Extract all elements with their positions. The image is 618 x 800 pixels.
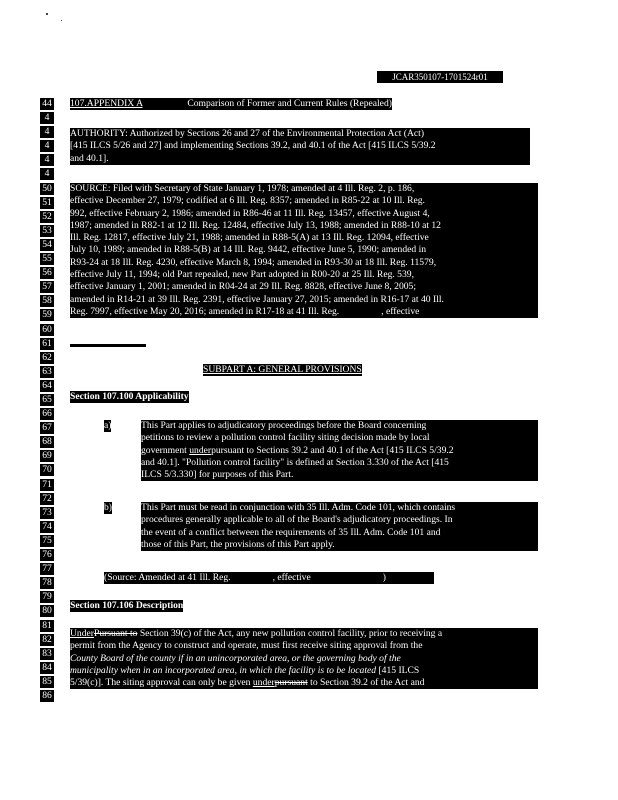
document-code: JCAR350107-1701524r01: [377, 71, 503, 83]
line-number: 78: [40, 577, 54, 589]
source-line: amended in R14-21 at 39 Ill. Reg. 2391, effective January 27, 2015; amended in R16-17 at 40 Ill.: [70, 293, 444, 305]
line-number: 57: [40, 281, 54, 293]
source-line: 1987; amended in R82-1 at 12 Ill. Reg. 12484, effective July 13, 1988; amended in R88-10 at 12: [70, 219, 441, 231]
section-106-heading: Section 107.106 Description: [70, 600, 184, 611]
line-number: 73: [40, 507, 54, 519]
line-number: 75: [40, 535, 54, 547]
source-line: effective January 1, 2001; amended in R04-24 at 29 Ill. Reg. 8828, effective June 8, 2005;: [70, 281, 416, 293]
line-number: 83: [40, 648, 54, 660]
line-number: 53: [40, 225, 54, 237]
line-number: 54: [40, 239, 54, 251]
line-number: 82: [40, 634, 54, 646]
source-line: SOURCE: Filed with Secretary of State January 1, 1978; amended at 4 Ill. Reg. 2, p. 186,: [70, 183, 415, 194]
appendix-name: Comparison of Former and Current Rules (Repealed): [187, 98, 392, 109]
appendix-label: 107.APPENDIX A: [70, 98, 143, 109]
line-number: 66: [40, 408, 54, 420]
source-line: effective July 11, 1994; old Part repealed, new Part adopted in R00-20 at 25 Ill. Reg. 539,: [70, 269, 414, 281]
line-number: 51: [40, 197, 54, 209]
line-number: 52: [40, 211, 54, 223]
source-line: 992, effective February 2, 1986; amended in R86-46 at 11 Ill. Reg. 13457, effective August 4,: [70, 207, 430, 219]
line-number: 60: [40, 324, 54, 336]
section-100-heading: Section 107.100 Applicability: [70, 391, 189, 402]
subpart-heading: SUBPART A: GENERAL PROVISIONS: [203, 364, 362, 375]
line-number: 84: [40, 662, 54, 674]
source-line: Reg. 7997, effective May 20, 2016; amended in R17-18 at 41 Ill. Reg. , effective: [70, 305, 420, 317]
item-b-text: This Part must be read in conjunction with 35 Ill. Adm. Code 101, which contains procedures generally applicable to all of the Board's adjudicatory proceedings. In the event of a conflict between the requirements of 35 Ill. Adm. Code 101 and those of this Part, the provisions of this Part apply.: [141, 502, 538, 551]
line-number: 68: [40, 436, 54, 448]
line-number: 62: [40, 352, 54, 364]
item-b-label: b): [104, 502, 112, 513]
line-number: 64: [40, 380, 54, 392]
source-block: [70, 183, 538, 318]
source-note: (Source: Amended at 41 Ill. Reg. , effective ): [104, 572, 434, 584]
line-number: 4: [40, 126, 54, 138]
line-number: 4: [40, 154, 54, 166]
line-number: 72: [40, 493, 54, 505]
line-number: 80: [40, 605, 54, 617]
item-a-label: a): [104, 420, 112, 431]
line-number: 67: [40, 422, 54, 434]
line-number: 70: [40, 464, 54, 476]
line-number: 50: [40, 183, 54, 195]
section-106-text: UnderPursuant to Section 39(c) of the Act, any new pollution control facility, prior to receiving a permit from the Agency to construct and operate, must first receive siting approval from the County Board of the county if in an unincorporated area, or the governing body of the municipality when in an incorporated area, in which the facility is to be located [415 ILCS 5/39(c)]. The siting approval can only be given underpursuant to Section 39.2 of the Act and: [70, 628, 538, 689]
line-number: 69: [40, 450, 54, 462]
line-number: 81: [40, 620, 54, 632]
line-number: 76: [40, 549, 54, 561]
source-line: July 10, 1989; amended in R88-5(B) at 14 Ill. Reg. 9442, effective June 5, 1990; amended in: [70, 244, 427, 256]
line-number: 71: [40, 479, 54, 491]
line-number: 44: [40, 98, 54, 110]
line-number: 63: [40, 366, 54, 378]
scan-speck: [61, 20, 62, 21]
source-line: effective December 27, 1979; codified at 6 Ill. Reg. 8357; amended in R85-22 at 10 Ill. Reg.: [70, 195, 425, 207]
line-number: 55: [40, 253, 54, 265]
scan-speck: [46, 13, 48, 15]
line-number: 56: [40, 267, 54, 279]
line-number: 79: [40, 591, 54, 603]
line-number: 59: [40, 309, 54, 321]
line-number: 74: [40, 521, 54, 533]
line-number: 61: [40, 338, 54, 350]
authority-block: [70, 128, 530, 165]
source-line: R93-24 at 18 Ill. Reg. 4230, effective March 8, 1994; amended in R93-30 at 18 Ill. Reg. 11579,: [70, 256, 437, 268]
line-number: 65: [40, 394, 54, 406]
authority-line: and 40.1].: [70, 152, 109, 164]
item-a-text: This Part applies to adjudicatory proceedings before the Board concerning petitions to review a pollution control facility siting decision made by local government underpursuant to Sections 39.2 and 40.1 of the Act [415 ILCS 5/39.2 and 40.1]. "Pollution control facility" is defined at Section 3.330 of the Act [415 ILCS 5/3.330] for purposes of this Part.: [141, 420, 538, 481]
line-number: 86: [40, 690, 54, 702]
line-number: 4: [40, 140, 54, 152]
line-number: 85: [40, 676, 54, 688]
line-number: 4: [40, 168, 54, 180]
authority-line: AUTHORITY: Authorized by Sections 26 and 27 of the Environmental Protection Act (Act): [70, 128, 425, 139]
source-line: Ill. Reg. 12817, effective July 21, 1988; amended in R88-5(A) at 13 Ill. Reg. 12094, effective: [70, 232, 429, 244]
source-underline-bar: [70, 344, 146, 347]
appendix-title: [70, 98, 392, 110]
line-number: 4: [40, 112, 54, 124]
line-number: 58: [40, 295, 54, 307]
authority-line: [415 ILCS 5/26 and 27] and implementing Sections 39.2, and 40.1 of the Act [415 ILCS 5/39.2: [70, 140, 436, 152]
line-number: 77: [40, 563, 54, 575]
